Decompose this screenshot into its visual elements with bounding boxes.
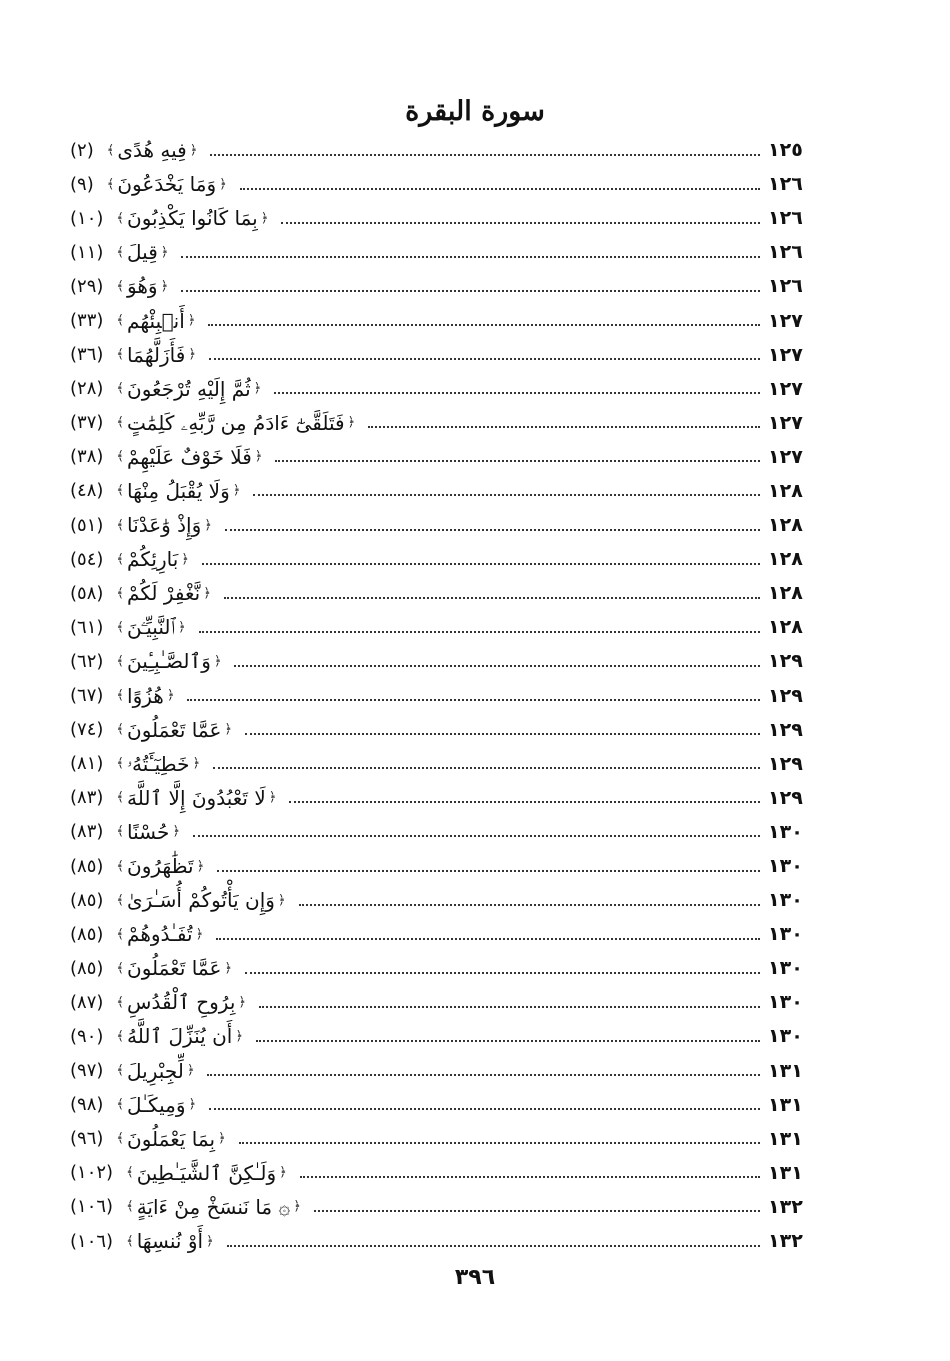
index-row [70, 713, 810, 747]
ornament-close-icon: ﴾ [116, 244, 125, 260]
entry [70, 172, 230, 196]
ornament-open-icon: ﴿ [235, 1028, 243, 1044]
ornament-close-icon: ﴾ [116, 858, 125, 874]
page-number: ٣٩٦ [454, 1265, 496, 1290]
entry [70, 513, 215, 537]
ornament-open-icon: ﴿ [188, 1097, 197, 1113]
entry [70, 956, 235, 980]
ayah-number: (١١) [70, 241, 104, 263]
ayah-number: (١٠) [70, 207, 104, 229]
verse-text: وَمِيكَـٰلَ [127, 1092, 186, 1117]
page-ref: ١٣٠ [768, 820, 803, 843]
ayah-number: (٩٧) [70, 1060, 104, 1082]
verse-text: لَا تَعْبُدُونَ إِلَّا ٱللَّهَ [127, 785, 266, 810]
ornament-close-icon: ﴾ [116, 1131, 125, 1147]
dot-leader [181, 255, 760, 258]
ornament-close-icon: ﴾ [116, 994, 125, 1010]
verse-text: عَمَّا تَعْمَلُونَ [127, 717, 222, 742]
dot-leader [193, 834, 760, 837]
entry [70, 1195, 304, 1219]
index-row [70, 201, 810, 235]
page-ref: ١٢٧ [768, 411, 803, 434]
page-ref: ١٣٠ [768, 889, 803, 912]
verse-index-list [70, 133, 810, 1258]
dot-leader [213, 766, 760, 769]
dot-leader [259, 1005, 760, 1008]
page-ref: ١٢٩ [768, 718, 803, 741]
entry [70, 684, 177, 708]
verse-text: خَطِيٓـَٔتُهُۥ [127, 751, 190, 776]
ornament-open-icon: ﴿ [254, 449, 263, 465]
dot-leader [240, 187, 760, 190]
page-ref: ١٢٨ [768, 479, 803, 502]
page-ref: ١٣٠ [768, 855, 803, 878]
verse-text: وَلَا يُقْبَلُ مِنْهَا [127, 478, 230, 503]
page-ref: ١٢٨ [768, 514, 803, 537]
page-ref: ١٣١ [768, 1127, 803, 1150]
index-row [70, 1088, 810, 1122]
ornament-open-icon: ﴿ [160, 244, 169, 260]
ornament-close-icon: ﴾ [116, 824, 125, 840]
entry [70, 1229, 217, 1253]
ornament-close-icon: ﴾ [116, 790, 125, 806]
verse-text: بِرُوحِ ٱلْقُدُسِ [127, 990, 236, 1015]
dot-leader [208, 323, 760, 326]
index-row [70, 883, 810, 917]
verse-text: فَلَا خَوْفٌ عَلَيْهِمْ [127, 444, 252, 469]
ornament-close-icon: ﴾ [116, 722, 125, 738]
dot-leader [300, 1175, 760, 1178]
page-ref: ١٣٢ [768, 1230, 803, 1253]
ornament-open-icon: ﴿ [219, 176, 227, 192]
ornament-close-icon: ﴾ [106, 142, 115, 158]
page-ref: ١٣٠ [768, 923, 803, 946]
dot-leader [245, 971, 760, 974]
dot-leader [239, 1141, 760, 1144]
entry [70, 581, 214, 605]
ayah-number: (٣٨) [70, 446, 104, 468]
verse-text: لِّجِبْرِيلَ [127, 1058, 184, 1083]
ayah-number: (٣٣) [70, 310, 104, 332]
index-row [70, 1224, 810, 1258]
ayah-number: (٨٣) [70, 787, 104, 809]
dot-leader [225, 528, 760, 531]
page-ref: ١٢٩ [768, 650, 803, 673]
entry [70, 888, 289, 912]
dot-leader [289, 800, 760, 803]
ayah-number: (٦٢) [70, 650, 104, 672]
index-row [70, 815, 810, 849]
index-row [70, 1019, 810, 1053]
index-row [70, 440, 810, 474]
page-ref: ١٢٩ [768, 786, 803, 809]
verse-text: وَمَا يَخْدَعُونَ [117, 172, 217, 197]
verse-text: تُفَـٰدُوهُمْ [127, 922, 193, 947]
entry [70, 411, 358, 435]
verse-text: أَن يُنَزِّلَ ٱللَّهُ [127, 1024, 233, 1049]
dot-leader [210, 153, 760, 156]
ornament-open-icon: ﴿ [188, 347, 196, 363]
verse-text: تَظَٰهَرُونَ [127, 854, 194, 879]
ayah-number: (٩٦) [70, 1128, 104, 1150]
ornament-open-icon: ﴿ [260, 210, 269, 226]
verse-text: بَارِئِكُمْ [127, 547, 179, 572]
index-row [70, 1190, 810, 1224]
ornament-close-icon: ﴾ [116, 688, 125, 704]
entry [70, 138, 200, 162]
ornament-open-icon: ﴿ [268, 790, 277, 806]
ornament-open-icon: ﴿ [160, 278, 169, 294]
verse-text: هُزُوًا [127, 683, 164, 708]
ornament-open-icon: ﴿ [277, 892, 286, 908]
ornament-open-icon: ﴿ [238, 994, 247, 1010]
index-row [70, 406, 810, 440]
dot-leader [234, 664, 760, 667]
ornament-close-icon: ﴾ [116, 756, 125, 772]
dot-leader [181, 289, 760, 292]
ornament-close-icon: ﴾ [116, 1097, 125, 1113]
verse-text: أَنۢبِئْهُم [127, 308, 185, 333]
entry [70, 854, 207, 878]
ornament-open-icon: ﴿ [213, 653, 222, 669]
index-row [70, 167, 810, 201]
ayah-number: (٩) [70, 173, 94, 195]
page-ref: ١٢٦ [768, 173, 803, 196]
ayah-number: (٦١) [70, 616, 104, 638]
ornament-close-icon: ﴾ [126, 1199, 134, 1215]
dot-leader [281, 221, 760, 224]
index-row [70, 917, 810, 951]
page-ref: ١٣٢ [768, 1195, 803, 1218]
ornament-open-icon: ﴿ [186, 1063, 195, 1079]
entry [70, 990, 249, 1014]
entry [70, 1127, 229, 1151]
verse-text: أَوْ نُنسِهَا [136, 1229, 204, 1254]
ayah-number: (٩٨) [70, 1094, 104, 1116]
index-row [70, 269, 810, 303]
index-row [70, 985, 810, 1019]
entry [70, 1024, 246, 1048]
verse-text: ۞ مَا نَنسَخْ مِنْ ءَايَةٍ [136, 1194, 291, 1219]
dot-leader [275, 459, 760, 462]
page-ref: ١٢٨ [768, 616, 803, 639]
verse-text: فِيهِ هُدًى [117, 138, 187, 163]
index-row [70, 474, 810, 508]
ornament-open-icon: ﴿ [172, 824, 180, 840]
page-ref: ١٢٧ [768, 445, 803, 468]
ayah-number: (٨٥) [70, 855, 104, 877]
page-ref: ١٢٧ [768, 377, 803, 400]
verse-text: وَٱلصَّـٰبِـِٔينَ [127, 649, 211, 674]
verse-text: وَإِذْ وَٰعَدْنَا [127, 513, 202, 538]
ornament-close-icon: ﴾ [116, 483, 125, 499]
verse-text: بِمَا يَعْمَلُونَ [127, 1126, 216, 1151]
ornament-open-icon: ﴿ [166, 688, 175, 704]
index-row [70, 133, 810, 167]
ornament-open-icon: ﴿ [218, 1131, 226, 1147]
ayah-number: (١٠٦) [70, 1230, 114, 1252]
ayah-number: (٨٥) [70, 923, 104, 945]
index-row [70, 576, 810, 610]
page-ref: ١٢٩ [768, 684, 803, 707]
ornament-open-icon: ﴿ [232, 483, 241, 499]
ornament-close-icon: ﴾ [116, 278, 125, 294]
page-ref: ١٢٦ [768, 207, 803, 230]
ayah-number: (٧٤) [70, 719, 104, 741]
page-ref: ١٢٦ [768, 241, 803, 264]
ornament-open-icon: ﴿ [224, 960, 233, 976]
index-row [70, 338, 810, 372]
index-row [70, 542, 810, 576]
verse-text: بِمَا كَانُوا يَكْذِبُونَ [127, 206, 258, 231]
dot-leader [253, 493, 760, 496]
dot-leader [216, 937, 760, 940]
ornament-close-icon: ﴾ [116, 1028, 125, 1044]
ornament-close-icon: ﴾ [116, 619, 125, 635]
ayah-number: (٢٨) [70, 378, 104, 400]
ornament-open-icon: ﴿ [203, 585, 211, 601]
ayah-number: (٣٦) [70, 344, 104, 366]
ayah-number: (٨٥) [70, 957, 104, 979]
entry [70, 309, 198, 333]
ornament-open-icon: ﴿ [293, 1199, 301, 1215]
ornament-close-icon: ﴾ [106, 176, 115, 192]
index-row [70, 1122, 810, 1156]
page-ref: ١٢٩ [768, 752, 803, 775]
page-ref: ١٢٨ [768, 582, 803, 605]
page-title: سورة البقرة [405, 96, 545, 127]
entry [70, 547, 192, 571]
verse-text: فَأَزَلَّهُمَا [127, 342, 186, 367]
entry [70, 479, 243, 503]
ayah-number: (٣٧) [70, 412, 104, 434]
ornament-close-icon: ﴾ [116, 313, 125, 329]
ornament-open-icon: ﴿ [195, 926, 204, 942]
ornament-open-icon: ﴿ [347, 415, 356, 431]
entry [70, 445, 265, 469]
ornament-close-icon: ﴾ [116, 517, 125, 533]
page-ref: ١٣٠ [768, 957, 803, 980]
index-row [70, 849, 810, 883]
index-row [70, 951, 810, 985]
dot-leader [245, 732, 760, 735]
ornament-open-icon: ﴿ [253, 381, 262, 397]
ornament-open-icon: ﴿ [178, 619, 186, 635]
entry [70, 274, 171, 298]
dot-leader [314, 1209, 760, 1212]
verse-text: ثُمَّ إِلَيْهِ تُرْجَعُونَ [127, 376, 251, 401]
index-row [70, 303, 810, 337]
dot-leader [299, 903, 760, 906]
ornament-close-icon: ﴾ [126, 1233, 134, 1249]
ornament-open-icon: ﴿ [192, 756, 201, 772]
index-row [70, 610, 810, 644]
ayah-number: (٨١) [70, 753, 104, 775]
dot-leader [274, 391, 760, 394]
ayah-number: (١٠٦) [70, 1196, 114, 1218]
dot-leader [217, 869, 760, 872]
index-row [70, 644, 810, 678]
ornament-open-icon: ﴿ [181, 551, 189, 567]
entry [70, 1093, 199, 1117]
ornament-open-icon: ﴿ [224, 722, 233, 738]
page-ref: ١٢٥ [768, 139, 803, 162]
index-row [70, 508, 810, 542]
ornament-close-icon: ﴾ [116, 653, 125, 669]
ornament-open-icon: ﴿ [189, 142, 198, 158]
ornament-close-icon: ﴾ [116, 347, 125, 363]
ayah-number: (٩٠) [70, 1025, 104, 1047]
page-ref: ١٢٦ [768, 275, 803, 298]
entry [70, 343, 199, 367]
ornament-close-icon: ﴾ [116, 1063, 125, 1079]
verse-text: وَلَـٰكِنَّ ٱلشَّيَـٰطِينَ [136, 1160, 277, 1185]
entry [70, 240, 171, 264]
dot-leader [199, 630, 760, 633]
verse-text: فَتَلَقَّىٰٓ ءَادَمُ مِن رَّبِّهِۦ كَلِمَٰتٍ [127, 410, 345, 435]
entry [70, 820, 183, 844]
verse-text: ٱلنَّبِيِّـۧنَ [127, 615, 176, 640]
index-row [70, 1156, 810, 1190]
entry [70, 786, 279, 810]
ayah-number: (٥٨) [70, 582, 104, 604]
verse-text: حُسْنًا [127, 819, 170, 844]
index-row [70, 747, 810, 781]
verse-text: قِيلَ [127, 240, 158, 265]
entry [70, 922, 206, 946]
verse-text: وَهُوَ [127, 274, 158, 299]
dot-leader [202, 562, 760, 565]
ornament-open-icon: ﴿ [279, 1165, 287, 1181]
ornament-close-icon: ﴾ [116, 449, 125, 465]
entry [70, 615, 189, 639]
ornament-close-icon: ﴾ [116, 415, 125, 431]
page-ref: ١٢٨ [768, 548, 803, 571]
entry [70, 1161, 290, 1185]
ornament-open-icon: ﴿ [196, 858, 205, 874]
ornament-open-icon: ﴿ [206, 1233, 214, 1249]
ayah-number: (١٠٢) [70, 1162, 114, 1184]
entry [70, 206, 271, 230]
ayah-number: (٢) [70, 139, 94, 161]
ornament-open-icon: ﴿ [204, 517, 212, 533]
verse-text: وَإِن يَأْتُوكُمْ أُسَـٰرَىٰ [127, 888, 275, 913]
index-row [70, 679, 810, 713]
ornament-close-icon: ﴾ [116, 381, 125, 397]
ornament-close-icon: ﴾ [116, 551, 125, 567]
page-ref: ١٢٧ [768, 343, 803, 366]
ornament-close-icon: ﴾ [116, 892, 125, 908]
page-ref: ١٣١ [768, 1093, 803, 1116]
index-row [70, 372, 810, 406]
dot-leader [187, 698, 760, 701]
entry [70, 718, 235, 742]
ayah-number: (٥١) [70, 514, 104, 536]
page-ref: ١٣١ [768, 1161, 803, 1184]
ayah-number: (٤٨) [70, 480, 104, 502]
dot-leader [224, 596, 760, 599]
page-ref: ١٢٧ [768, 309, 803, 332]
dot-leader [256, 1039, 760, 1042]
ayah-number: (٨٧) [70, 991, 104, 1013]
ornament-close-icon: ﴾ [126, 1165, 134, 1181]
dot-leader [209, 357, 760, 360]
index-row [70, 235, 810, 269]
ornament-close-icon: ﴾ [116, 210, 125, 226]
ornament-open-icon: ﴿ [187, 313, 196, 329]
ayah-number: (٢٩) [70, 275, 104, 297]
page-ref: ١٣٠ [768, 991, 803, 1014]
dot-leader [227, 1244, 760, 1247]
entry [70, 649, 224, 673]
ayah-number: (٥٤) [70, 548, 104, 570]
dot-leader [207, 1073, 760, 1076]
ayah-number: (٦٧) [70, 685, 104, 707]
verse-text: نَّغْفِرْ لَكُمْ [127, 581, 201, 606]
index-row [70, 1054, 810, 1088]
dot-leader [368, 425, 760, 428]
ornament-close-icon: ﴾ [116, 926, 125, 942]
verse-text: عَمَّا تَعْمَلُونَ [127, 956, 222, 981]
ayah-number: (٨٣) [70, 821, 104, 843]
index-row [70, 781, 810, 815]
ornament-close-icon: ﴾ [116, 960, 125, 976]
page-ref: ١٣٠ [768, 1025, 803, 1048]
ornament-close-icon: ﴾ [116, 585, 125, 601]
ayah-number: (٨٥) [70, 889, 104, 911]
page-ref: ١٣١ [768, 1059, 803, 1082]
dot-leader [209, 1107, 760, 1110]
entry [70, 377, 264, 401]
entry [70, 1059, 197, 1083]
entry [70, 752, 203, 776]
